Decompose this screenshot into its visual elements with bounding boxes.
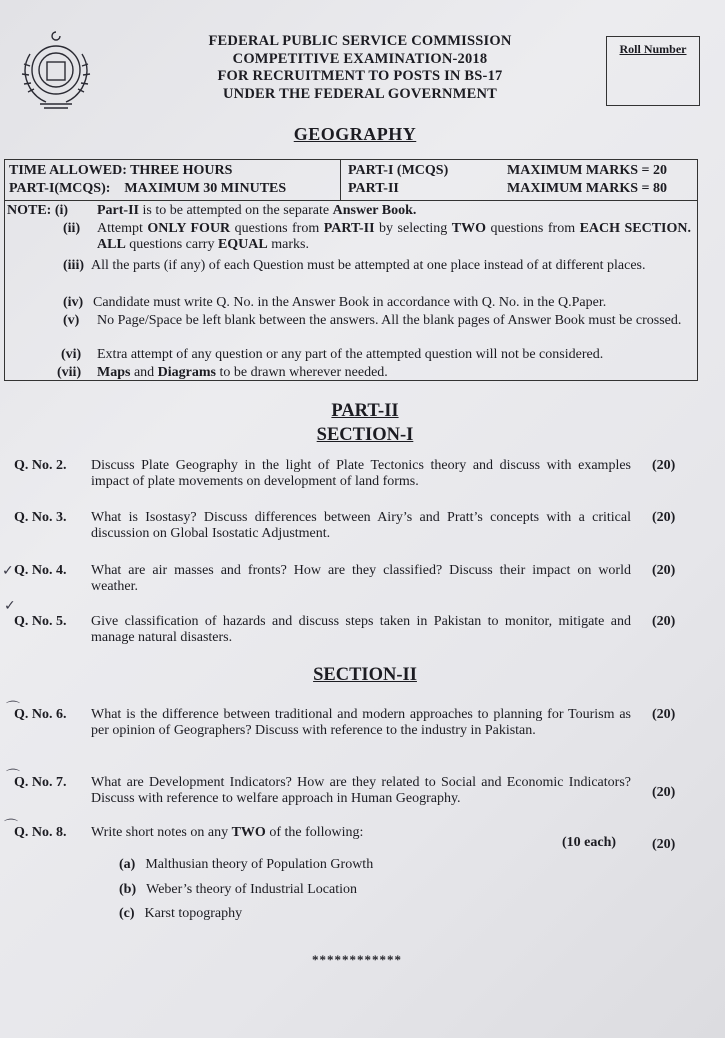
note-text: All the parts (if any) of each Question must be attempted at one place instead of at different places. [91, 258, 646, 273]
note-number: (vi) [61, 347, 82, 362]
fpsc-emblem-icon [10, 24, 102, 114]
question-number: Q. No. 3. [14, 510, 67, 525]
question-number: Q. No. 4. [14, 563, 67, 578]
q8-option [119, 882, 357, 898]
part2-marks: MAXIMUM MARKS = 80 [507, 181, 668, 196]
note-text: Attempt ONLY FOUR questions from PART-II by selecting TWO questions from EACH SECTION. ALL questions carry EQUAL marks. [97, 221, 692, 252]
note-number: (ii) [63, 221, 81, 236]
option-label: (b) [119, 882, 137, 897]
pen-tick-mark: ⌒ [4, 819, 18, 835]
question-marks: (20) [652, 458, 676, 473]
table-divider [340, 160, 341, 200]
note-lead: NOTE: (i) [7, 203, 69, 218]
header-line: COMPETITIVE EXAMINATION-2018 [232, 50, 488, 67]
note-number: (iv) [63, 295, 84, 310]
question-marks: (20) [652, 785, 676, 800]
question-number: Q. No. 6. [14, 707, 67, 722]
option-text: Karst topography [144, 906, 243, 921]
notes-box [4, 201, 698, 381]
question-number: Q. No. 8. [14, 825, 67, 840]
part1-marks: MAXIMUM MARKS = 20 [507, 163, 668, 178]
pen-tick-mark: ✓ [4, 598, 16, 614]
note-text: Candidate must write Q. No. in the Answer Book in accordance with Q. No. in the Q.Paper. [93, 295, 607, 310]
q8-option [119, 906, 242, 922]
part2-label: PART-II [348, 181, 399, 196]
time-allowed: TIME ALLOWED: THREE HOURS [9, 163, 233, 178]
question-marks: (20) [652, 563, 676, 578]
note-text: Part-II is to be attempted on the separate Answer Book. [97, 203, 417, 218]
question-text: What is Isostasy? Discuss differences between Airy’s and Pratt’s concepts with a critical discussion on Global Isostatic Adjustment. [91, 510, 631, 541]
end-of-paper-mark: ************ [312, 952, 402, 967]
question-text: What are air masses and fronts? How are they classified? Discuss their impact on world weather. [91, 563, 631, 594]
question-each-marks: (10 each) [562, 835, 617, 850]
note-text: Maps and Diagrams to be drawn wherever needed. [97, 365, 388, 380]
question-text: What are Development Indicators? How are they related to Social and Economic Indicators? Discuss with reference to welfare approach in Human Geography. [91, 775, 631, 806]
part1-label: PART-I (MCQS) [348, 163, 449, 178]
pen-tick-mark: ⌒ [6, 701, 20, 717]
question-number: Q. No. 5. [14, 614, 67, 629]
question-number: Q. No. 2. [14, 458, 67, 473]
note-number: (iii) [63, 258, 84, 273]
pen-tick-mark: ⌒ [6, 769, 20, 785]
roll-number-box[interactable] [606, 36, 700, 106]
question-text: Write short notes on any TWO of the following: [91, 825, 364, 840]
question-text: Discuss Plate Geography in the light of Plate Tectonics theory and discuss with examples impact of plate movements on development of land forms. [91, 458, 631, 489]
exam-header [150, 33, 570, 103]
option-text: Weber’s theory of Industrial Location [146, 882, 358, 897]
option-text: Malthusian theory of Population Growth [145, 857, 374, 872]
question-text: Give classification of hazards and discuss steps taken in Pakistan to monitor, mitigate and manage natural disasters. [91, 614, 631, 645]
pen-tick-mark: ✓ [2, 563, 14, 579]
note-text: No Page/Space be left blank between the answers. All the blank pages of Answer Book must be crossed. [97, 313, 682, 328]
question-text: What is the difference between traditional and modern approaches to planning for Tourism as per opinion of Geographers? Discuss with reference to the industry in Pakistan. [91, 707, 631, 738]
q8-option [119, 857, 373, 873]
section2-title: SECTION-II [313, 665, 417, 685]
header-line: FEDERAL PUBLIC SERVICE COMMISSION [208, 33, 512, 49]
subject-title: GEOGRAPHY [293, 124, 417, 144]
roll-number-label: Roll Number [619, 42, 687, 56]
option-label: (a) [119, 857, 136, 872]
header-line: FOR RECRUITMENT TO POSTS IN BS-17 [217, 68, 503, 84]
note-number: (v) [63, 313, 80, 328]
note-text: Extra attempt of any question or any part of the attempted question will not be considered. [97, 347, 604, 362]
question-marks: (20) [652, 614, 676, 629]
option-label: (c) [119, 906, 135, 921]
question-marks: (20) [652, 707, 676, 722]
question-marks: (20) [652, 837, 676, 852]
part-title: PART-II [331, 401, 399, 421]
part1-time: PART-I(MCQS): MAXIMUM 30 MINUTES [9, 181, 287, 196]
note-number: (vii) [57, 365, 82, 380]
header-line: UNDER THE FEDERAL GOVERNMENT [222, 85, 498, 102]
question-marks: (20) [652, 510, 676, 525]
time-marks-table [4, 159, 698, 201]
section1-title: SECTION-I [316, 425, 414, 445]
question-number: Q. No. 7. [14, 775, 67, 790]
